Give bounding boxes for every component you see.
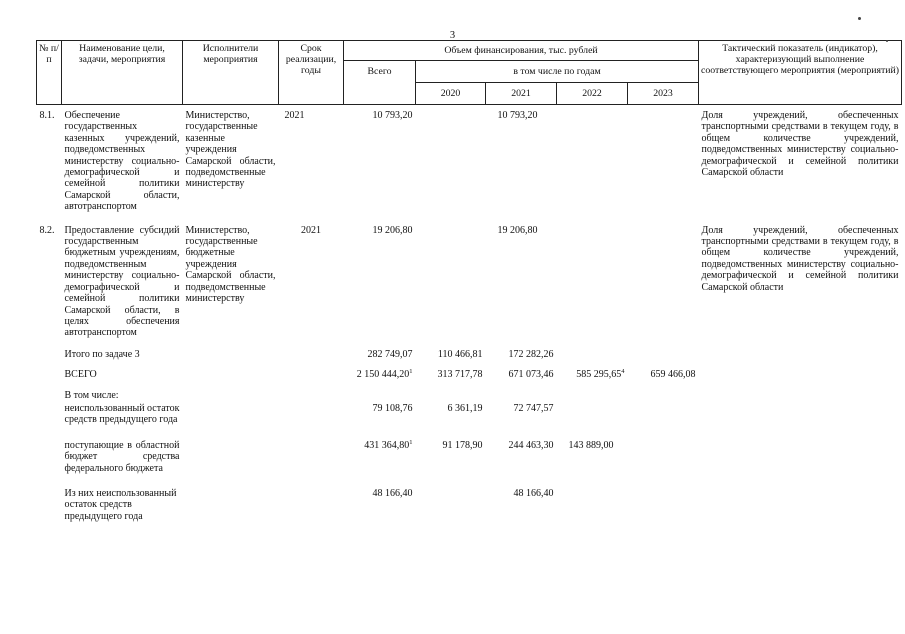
summary-2021: 48 166,40: [513, 487, 554, 499]
summary-row-grand-total: [37, 368, 902, 381]
header-total: Всего: [344, 61, 416, 105]
header-executors: Исполнители мероприятия: [183, 41, 279, 105]
header-by-years: в том числе по годам: [416, 61, 699, 83]
summary-2020: 313 717,78: [437, 369, 483, 381]
row-2023: [628, 105, 699, 214]
row-name: Предоставление субсидий государственным бюджетным учреждениям, подведомственным министерству социально-демографической и семейной политики Самарской области, в целях обеспечения автотранспортом: [64, 224, 180, 339]
row-2023: [628, 224, 699, 340]
scan-speck: [886, 40, 888, 42]
header-year-2023: 2023: [628, 83, 699, 105]
row-2021: 19 206,80: [497, 224, 538, 236]
summary-2021: 172 282,26: [508, 348, 554, 360]
header-name: Наименование цели, задачи, мероприятия: [62, 41, 183, 105]
row-2022: [557, 105, 628, 214]
header-num: № п/п: [37, 41, 62, 105]
summary-total: 431 364,80$^1$: [364, 438, 413, 451]
header-term: Срок реализации, годы: [279, 41, 344, 105]
table-row: [37, 105, 902, 214]
financing-table: [36, 40, 902, 523]
row-total: 19 206,80: [372, 224, 413, 236]
footnote-mark: 1: [409, 438, 413, 446]
row-term: 2021: [284, 110, 305, 121]
row-num: 8.2.: [39, 224, 55, 236]
header-year-2022: 2022: [557, 83, 628, 105]
table-header: [37, 41, 902, 105]
summary-label: ВСЕГО: [64, 369, 97, 381]
summary-2022: 585 295,65$^4$: [576, 368, 625, 381]
summary-label: В том числе:: [64, 389, 119, 401]
summary-2021: 244 463,30: [508, 439, 554, 451]
table-body: [37, 105, 902, 524]
header-indicator: Тактический показатель (индикатор), характеризующий выполнение соответствующего мероприятия (мероприятий): [699, 41, 902, 105]
scan-speck: [858, 17, 861, 20]
summary-2020: 91 178,90: [442, 439, 483, 451]
summary-2021: 671 073,46: [508, 369, 554, 381]
footnote-mark: 4: [621, 368, 625, 376]
summary-total: 48 166,40: [372, 487, 413, 499]
header-year-2021: 2021: [486, 83, 557, 105]
summary-row-unused: [37, 402, 902, 427]
summary-label: поступающие в областной бюджет средства федерального бюджета: [64, 439, 180, 474]
row-term: 2021: [301, 224, 321, 236]
row-2022: [557, 224, 628, 340]
summary-row-including: [37, 389, 902, 402]
summary-label: неиспользованный остаток средств предыдущего года: [64, 402, 180, 426]
row-executors: Министерство, государственные казенные учреждения Самарской области, подведомственные министерству: [185, 110, 276, 190]
summary-total: 79 108,76: [372, 402, 413, 414]
summary-row-task-total: [37, 348, 902, 361]
summary-label: Итого по задаче 3: [64, 348, 140, 360]
page-number: 3: [449, 30, 456, 41]
row-2021: 10 793,20: [497, 110, 538, 121]
row-2020: [416, 224, 486, 340]
summary-label: Из них неиспользованный остаток средств предыдущего года: [64, 487, 177, 522]
table-row: [37, 224, 902, 340]
summary-row-of-which: [37, 487, 902, 523]
summary-2022: 143 889,00: [568, 439, 614, 451]
row-total: 10 793,20: [372, 110, 413, 121]
row-num: 8.1.: [39, 110, 55, 121]
summary-2023: 659 466,08: [650, 369, 696, 381]
row-executors: Министерство, государственные бюджетные учреждения Самарской области, подведомственные министерству: [185, 224, 276, 305]
summary-2020: 6 361,19: [447, 402, 483, 414]
row-2020: [416, 105, 486, 214]
footnote-mark: 1: [409, 368, 413, 376]
summary-2021: 72 747,57: [513, 402, 554, 414]
header-volume: Объем финансирования, тыс. рублей: [344, 41, 699, 61]
header-year-2020: 2020: [416, 83, 486, 105]
row-indicator: Доля учреждений, обеспеченных транспортными средствами в текущем году, в общем количестве учреждений, подведомственных министерству социально-демографической и семейной политики Самарской области: [701, 224, 899, 293]
summary-total: 2 150 444,20$^1$: [356, 368, 413, 381]
row-name: Обеспечение государственных казенных учреждений, подведомственных министерству социально-демографической и семейной политики Самарской области, автотранспортом: [64, 110, 180, 213]
row-indicator: Доля учреждений, обеспеченных транспортными средствами в текущем году, в общем количестве учреждений, подведомственных министерству социально-демографической и семейной политики Самарской области: [701, 110, 899, 179]
summary-2020: 110 466,81: [437, 348, 483, 360]
summary-row-federal: [37, 439, 902, 475]
summary-total: 282 749,07: [367, 348, 413, 360]
